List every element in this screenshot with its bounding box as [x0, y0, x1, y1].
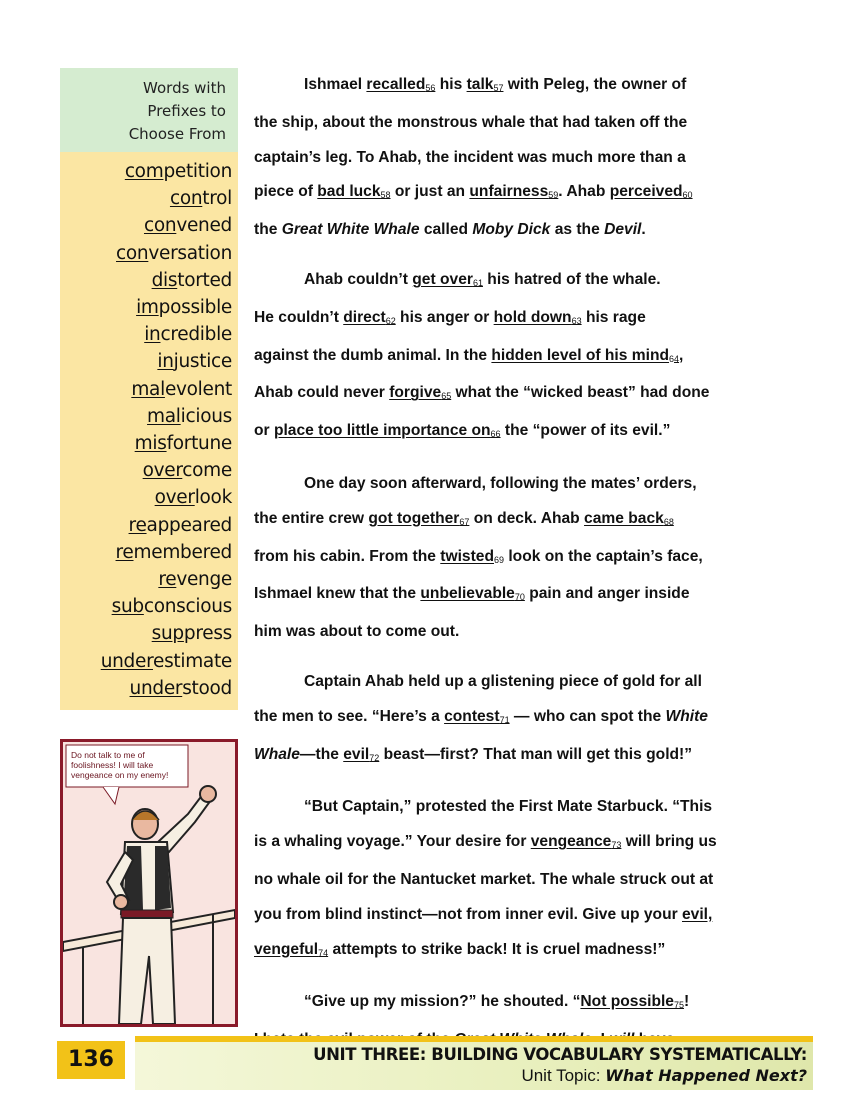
vocab-phrase: place too little importance on	[273, 422, 491, 440]
vocab-blank	[274, 422, 501, 439]
text-line	[254, 863, 794, 898]
word-root: credible	[160, 324, 232, 346]
unit-topic-value: What Happened Next?	[605, 1066, 807, 1085]
word-prefix: mis	[134, 433, 167, 455]
vocab-blank	[254, 941, 328, 958]
prefix-word	[60, 348, 232, 375]
word-root: vened	[176, 215, 232, 237]
vocab-blank	[444, 708, 509, 725]
word-prefix: mal	[131, 378, 165, 400]
prefix-word	[60, 240, 232, 267]
vocab-blank	[494, 309, 582, 326]
unit-topic	[521, 1066, 807, 1086]
word-root: fortune	[166, 433, 232, 455]
text-run: from his cabin. From the	[254, 547, 441, 565]
word-root: look	[194, 487, 232, 509]
ahab-drawing	[63, 742, 235, 1024]
text-run: the “power of its evil.”	[500, 422, 671, 440]
word-box-heading-line: Words with	[143, 79, 226, 97]
speech-line: vengeance on my enemy!	[71, 770, 169, 780]
word-root: press	[183, 623, 232, 645]
italic-text: White	[665, 707, 708, 725]
text-run: with Peleg, the owner of	[503, 76, 687, 93]
text-run: ,	[679, 346, 684, 364]
item-number: 56	[425, 83, 436, 93]
item-number: 67	[459, 516, 470, 527]
prefix-word	[60, 593, 232, 620]
vocab-phrase: talk	[466, 76, 494, 93]
word-prefix: re	[158, 569, 177, 591]
prefix-word	[60, 675, 232, 702]
word-prefix: con	[169, 188, 203, 210]
item-number: 58	[380, 190, 391, 201]
prefix-word	[60, 620, 232, 647]
word-prefix: con	[116, 242, 149, 264]
vocab-blank	[467, 76, 504, 93]
word-prefix: dis	[151, 269, 178, 291]
vocab-phrase: came back	[584, 509, 664, 527]
word-prefix: mal	[147, 405, 181, 427]
text-run: Ishmael	[304, 76, 367, 93]
word-root: evolent	[164, 378, 232, 400]
prefix-word	[60, 212, 232, 239]
text-run: beast—first? That man will get this gold!”	[379, 745, 693, 763]
item-number: 61	[472, 277, 483, 288]
text-run: attempts to strike back! It is cruel madness!”	[328, 940, 666, 958]
text-run: against the dumb animal. In the	[254, 346, 492, 364]
vocab-blank	[440, 548, 504, 565]
text-line	[254, 141, 794, 176]
vocab-blank	[531, 833, 622, 850]
word-prefix: under	[129, 677, 183, 699]
vocab-blank	[412, 271, 483, 288]
vocab-blank	[368, 510, 469, 527]
word-prefix: com	[124, 161, 164, 182]
text-line	[254, 213, 794, 248]
text-line	[254, 68, 794, 106]
text-line	[254, 376, 794, 414]
item-number: 74	[318, 947, 329, 958]
prefix-word	[60, 539, 232, 566]
text-run: will bring us	[621, 833, 717, 851]
vocab-blank	[366, 76, 435, 93]
word-prefix: in	[157, 351, 174, 373]
italic-text: Moby Dick	[472, 221, 551, 239]
speech-bubble	[71, 750, 183, 780]
vocab-phrase: vengeful	[254, 940, 319, 958]
word-root: possible	[158, 297, 232, 319]
word-prefix: re	[128, 514, 147, 536]
word-root: icious	[180, 405, 232, 427]
vocab-phrase: get over	[412, 270, 473, 288]
text-run: look on the captain’s face,	[504, 547, 703, 565]
prefix-word	[60, 267, 232, 294]
italic-text: Whale	[254, 745, 300, 763]
prefix-word	[60, 648, 232, 675]
text-line	[254, 414, 794, 452]
prefix-word	[60, 512, 232, 539]
text-run: pain and anger inside	[524, 585, 690, 603]
unit-topic-label: Unit Topic:	[521, 1066, 606, 1085]
word-root: estimate	[152, 650, 232, 672]
text-line	[254, 665, 794, 700]
item-number: 60	[682, 190, 693, 201]
word-prefix: under	[100, 650, 153, 672]
unit-title: UNIT THREE: BUILDING VOCABULARY SYSTEMATICALLY:	[313, 1045, 807, 1064]
text-run: him was about to come out.	[254, 623, 460, 641]
word-root: torted	[177, 269, 232, 291]
text-line	[254, 985, 794, 1023]
text-line	[254, 301, 794, 339]
text-run: captain’s leg. To Ahab, the incident was much more than a	[254, 148, 686, 166]
vocab-phrase: Not possible	[580, 993, 674, 1011]
speech-line: foolishness! I will take	[71, 760, 154, 770]
text-run: the ship, about the monstrous whale that had taken off the	[254, 113, 688, 131]
item-number: 62	[385, 315, 396, 326]
text-run: called	[419, 221, 473, 239]
word-root: membered	[133, 541, 232, 563]
text-run: the entire crew	[254, 509, 369, 527]
vocab-phrase: evil,	[682, 905, 713, 923]
vocab-phrase: perceived	[609, 183, 683, 201]
prefix-word	[60, 457, 232, 484]
word-prefix: con	[143, 215, 177, 237]
text-run: !	[684, 993, 690, 1011]
prefix-word	[60, 566, 232, 593]
text-line	[254, 263, 794, 301]
prefix-word	[60, 294, 232, 321]
word-box-heading-line: Prefixes to	[147, 102, 226, 120]
vocab-phrase: hidden level of his mind	[491, 346, 670, 364]
item-number: 69	[494, 554, 505, 565]
text-line	[254, 339, 794, 377]
word-root: conscious	[143, 596, 232, 618]
text-run: Ahab could never	[254, 384, 390, 402]
vocab-phrase: got together	[368, 509, 460, 527]
text-run: what the “wicked beast” had done	[451, 384, 710, 402]
text-run: the	[254, 221, 282, 239]
vocab-phrase: direct	[343, 308, 386, 326]
item-number: 73	[611, 840, 622, 851]
text-run: you from blind instinct—not from inner evil. Give up your	[254, 905, 682, 923]
prefix-word-list	[60, 152, 238, 702]
italic-text: Great White Whale	[281, 221, 420, 239]
text-line	[254, 175, 794, 213]
word-prefix: over	[142, 460, 183, 482]
prefix-word	[60, 430, 232, 457]
word-root: versation	[148, 242, 232, 264]
item-number: 68	[663, 516, 674, 527]
item-number: 66	[490, 429, 501, 440]
word-choice-box	[60, 68, 238, 710]
text-run: He couldn’t	[254, 308, 344, 326]
text-run: .	[641, 221, 646, 239]
italic-text: Devil	[604, 221, 642, 239]
story-paragraph	[254, 263, 794, 452]
page-number: 136	[57, 1041, 125, 1079]
item-number: 57	[493, 83, 504, 93]
text-line	[254, 615, 794, 650]
item-number: 63	[571, 315, 582, 326]
text-run: his anger or	[395, 308, 494, 326]
text-run: Ishmael knew that the	[254, 585, 421, 603]
word-prefix: over	[154, 487, 195, 509]
text-line	[254, 825, 794, 863]
footer-band	[135, 1036, 813, 1090]
text-run: Ahab couldn’t	[304, 270, 413, 288]
text-line	[254, 933, 794, 971]
word-root: appeared	[146, 514, 232, 536]
text-run: his	[435, 76, 467, 93]
item-number: 70	[514, 592, 525, 603]
text-run: Captain Ahab held up a glistening piece of gold for all	[304, 672, 702, 690]
vocab-blank	[343, 746, 379, 763]
prefix-word	[60, 484, 232, 511]
vocab-blank	[389, 384, 451, 401]
vocab-blank	[580, 993, 684, 1010]
text-run: “Give up my mission?” he shouted. “	[304, 993, 581, 1011]
vocab-phrase: vengeance	[530, 833, 612, 851]
text-run: One day soon afterward, following the mates’ orders,	[304, 474, 697, 492]
item-number: 59	[548, 190, 559, 201]
text-line	[254, 790, 794, 825]
text-line	[254, 700, 794, 738]
word-root: venge	[176, 569, 232, 591]
vocab-phrase: recalled	[366, 76, 426, 93]
text-run: or just an	[390, 183, 470, 201]
ahab-illustration	[60, 739, 238, 1027]
text-run: —the	[299, 745, 344, 763]
vocab-phrase: forgive	[389, 384, 442, 402]
text-run: or	[254, 422, 274, 440]
prefix-word	[60, 185, 232, 212]
word-root: petition	[163, 161, 232, 182]
vocab-blank	[343, 309, 395, 326]
text-run: “But Captain,” protested the First Mate Starbuck. “This	[304, 798, 713, 816]
text-run: his rage	[581, 308, 646, 326]
prefix-word	[60, 403, 232, 430]
vocab-blank	[491, 347, 679, 364]
text-run: his hatred of the whale.	[482, 270, 661, 288]
vocab-phrase: unfairness	[469, 183, 549, 201]
vocab-blank	[584, 510, 674, 527]
story-text	[254, 68, 794, 1108]
text-run: piece of	[254, 183, 318, 201]
text-run: . Ahab	[558, 183, 610, 201]
story-paragraph	[254, 68, 794, 248]
word-prefix: sub	[111, 596, 144, 618]
text-line	[254, 738, 794, 776]
prefix-word	[60, 321, 232, 348]
word-box-heading-line: Choose From	[128, 125, 226, 143]
text-line	[254, 106, 794, 141]
word-prefix: sup	[151, 623, 184, 645]
item-number: 64	[669, 353, 680, 364]
text-line	[254, 502, 794, 540]
vocab-phrase: bad luck	[317, 183, 381, 201]
vocab-blank	[610, 183, 693, 200]
word-prefix: in	[144, 324, 161, 346]
vocab-blank	[317, 183, 390, 200]
word-prefix: im	[136, 297, 159, 319]
word-prefix: re	[115, 541, 134, 563]
vocab-blank	[420, 585, 524, 602]
vocab-phrase: evil	[343, 745, 370, 763]
text-run: no whale oil for the Nantucket market. The whale struck out at	[254, 870, 714, 888]
text-line	[254, 467, 794, 502]
prefix-word	[60, 158, 232, 185]
word-root: come	[182, 460, 232, 482]
prefix-word	[60, 376, 232, 403]
vocab-phrase: unbelievable	[420, 585, 515, 603]
page-footer	[57, 1036, 813, 1090]
vocab-phrase: hold down	[493, 308, 572, 326]
vocab-blank	[469, 183, 558, 200]
word-box-heading	[60, 68, 238, 152]
story-paragraph	[254, 790, 794, 970]
text-run: — who can spot the	[509, 707, 666, 725]
story-paragraph	[254, 467, 794, 650]
speech-line: Do not talk to me of	[71, 750, 145, 760]
word-root: justice	[173, 351, 232, 373]
word-root: trol	[202, 188, 232, 210]
text-line	[254, 540, 794, 578]
text-run: the men to see. “Here’s a	[254, 707, 445, 725]
text-run: on deck. Ahab	[469, 509, 585, 527]
vocab-phrase: contest	[444, 707, 500, 725]
text-run: as the	[550, 221, 605, 239]
item-number: 75	[673, 1000, 684, 1011]
word-root: stood	[182, 677, 232, 699]
story-paragraph	[254, 665, 794, 775]
text-run: is a whaling voyage.” Your desire for	[254, 833, 531, 851]
vocab-blank	[682, 906, 712, 923]
item-number: 71	[499, 714, 510, 725]
item-number: 72	[369, 752, 380, 763]
text-line	[254, 898, 794, 933]
text-line	[254, 577, 794, 615]
item-number: 65	[441, 391, 452, 402]
vocab-phrase: twisted	[440, 547, 494, 565]
